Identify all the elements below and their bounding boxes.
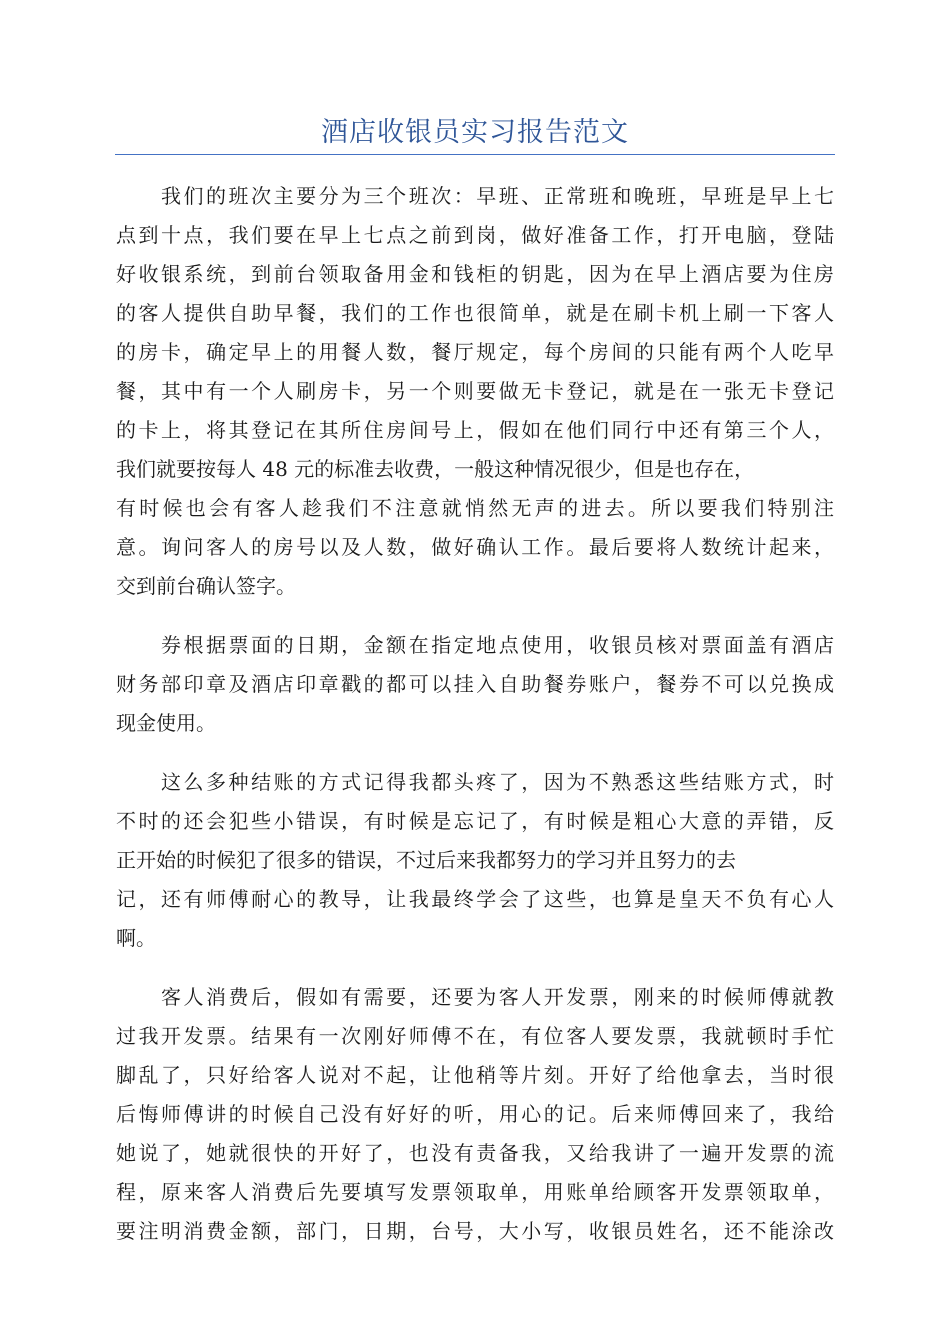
text-line: 有时候也会有客人趁我们不注意就悄然无声的进去。所以要我们特别注 <box>116 496 834 520</box>
text-line: 的房卡，确定早上的用餐人数，餐厅规定，每个房间的只能有两个人吃早 <box>116 340 834 364</box>
text-line: 脚乱了，只好给客人说对不起，让他稍等片刻。开好了给他拿去，当时很 <box>116 1063 834 1087</box>
paragraph <box>116 978 834 1251</box>
text-line: 意。询问客人的房号以及人数，做好确认工作。最后要将人数统计起来， <box>116 535 834 559</box>
text-line: 现金使用。 <box>116 711 216 735</box>
text-line: 客人消费后，假如有需要，还要为客人开发票，刚来的时候师傅就教 <box>161 985 834 1009</box>
text-line: 好收银系统，到前台领取备用金和钱柜的钥匙，因为在早上酒店要为住房 <box>116 262 834 286</box>
text-line: 我们的班次主要分为三个班次：早班、正常班和晚班，早班是早上七 <box>161 184 834 208</box>
text-line: 正开始的时候犯了很多的错误，不过后来我都努力的学习并且努力的去 <box>116 848 736 872</box>
text-line: 的卡上，将其登记在其所住房间号上，假如在他们同行中还有第三个人， <box>116 418 834 442</box>
text-line: 餐，其中有一个人刷房卡，另一个则要做无卡登记，就是在一张无卡登记 <box>116 379 834 403</box>
paragraph <box>116 763 834 958</box>
text-line: 点到十点，我们要在早上七点之前到岗，做好准备工作，打开电脑，登陆 <box>116 223 834 247</box>
text-line: 要注明消费金额，部门，日期，台号，大小写，收银员姓名，还不能涂改 <box>116 1219 834 1243</box>
text-line: 不时的还会犯些小错误，有时候是忘记了，有时候是粗心大意的弄错，反 <box>116 809 834 833</box>
text-line: 我们就要按每人 48 元的标准去收费，一般这种情况很少，但是也存在， <box>116 457 755 481</box>
text-line: 券根据票面的日期，金额在指定地点使用，收银员核对票面盖有酒店 <box>161 633 834 657</box>
text-line: 的客人提供自助早餐，我们的工作也很简单，就是在刷卡机上刷一下客人 <box>116 301 834 325</box>
text-line: 交到前台确认签字。 <box>116 574 296 598</box>
text-line: 程，原来客人消费后先要填写发票领取单，用账单给顾客开发票领取单， <box>116 1180 834 1204</box>
document-title: 酒店收银员实习报告范文 <box>321 117 629 148</box>
text-line: 财务部印章及酒店印章戳的都可以挂入自助餐券账户，餐券不可以兑换成 <box>116 672 834 696</box>
text-line: 过我开发票。结果有一次刚好师傅不在，有位客人要发票，我就顿时手忙 <box>116 1024 834 1048</box>
text-line: 记，还有师傅耐心的教导，让我最终学会了这些，也算是皇天不负有心人 <box>116 887 834 911</box>
document-body <box>116 177 834 1271</box>
paragraph <box>116 626 834 743</box>
text-line: 后悔师傅讲的时候自己没有好好的听，用心的记。后来师傅回来了，我给 <box>116 1102 834 1126</box>
text-line: 啊。 <box>116 926 156 950</box>
text-line: 她说了，她就很快的开好了，也没有责备我，又给我讲了一遍开发票的流 <box>116 1141 834 1165</box>
title-underline <box>115 154 835 155</box>
text-line: 这么多种结账的方式记得我都头疼了，因为不熟悉这些结账方式，时 <box>161 770 834 794</box>
paragraph <box>116 177 834 606</box>
